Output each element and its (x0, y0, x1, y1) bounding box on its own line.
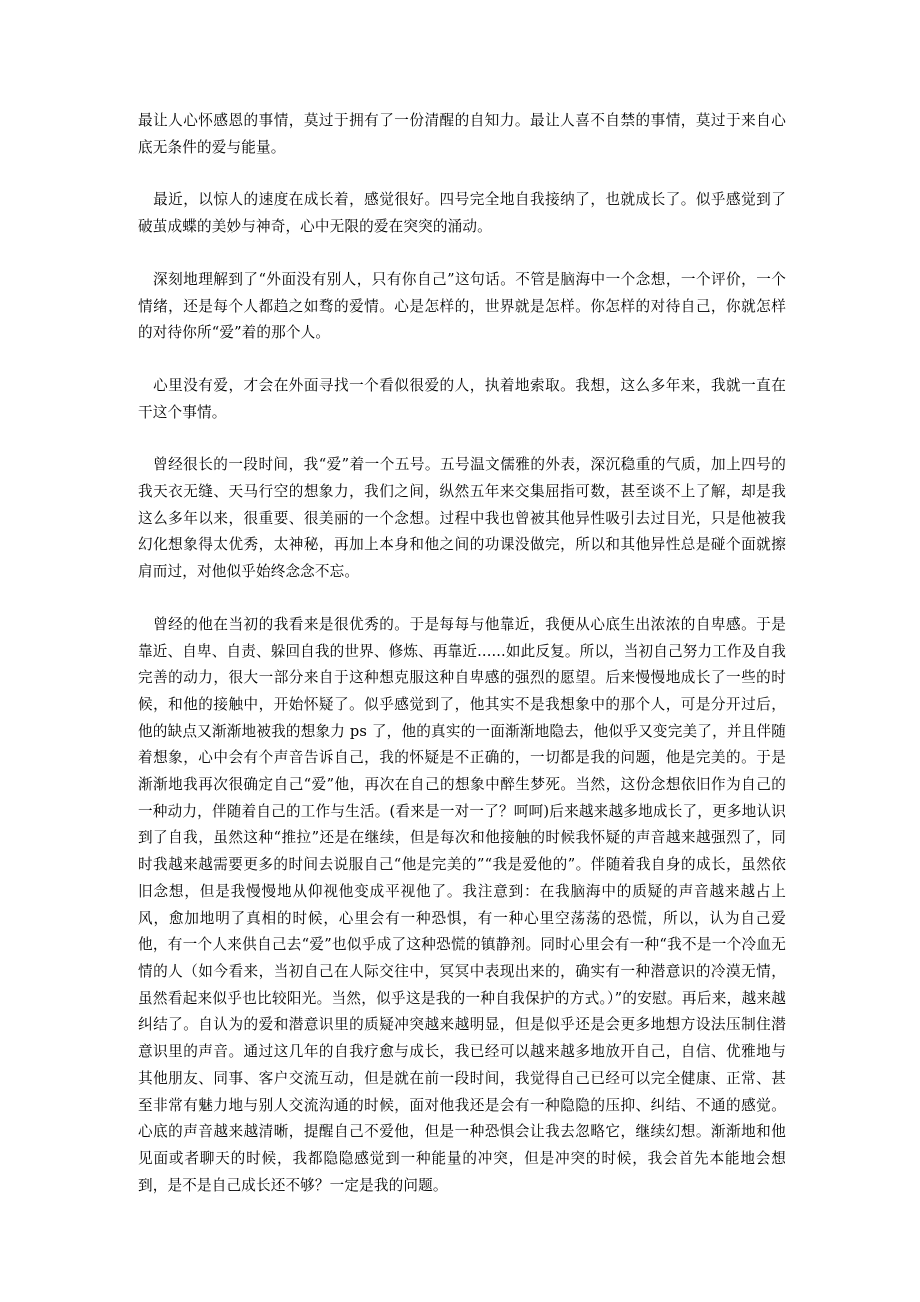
paragraph-no-others: 深刻地理解到了“外面没有别人，只有你自己”这句话。不管是脑海中一个念想，一个评价，一个情绪，还是每个人都趋之如骛的爱情。心是怎样的，世界就是怎样。你怎样的对待自己，你就怎样的对待你所“爱”着的那个人。 (138, 270, 786, 342)
paragraph-inner-conflict: 曾经的他在当初的我看来是很优秀的。于是每每与他靠近，我便从心底生出浓浓的自卑感。于是靠近、自卑、自责、躲回自我的世界、修炼、再靠近......如此反复。所以，当初自己努力工作及自我完善的动力，很大一部分来自于这种想克服这种自卑感的强烈的愿望。后来慢慢地成长了一些的时候，和他的接触中，开始怀疑了。似乎感觉到了，他其实不是我想象中的那个人，可是分开过后，他的缺点又渐渐地被我的想象力 ps 了，他的真实的一面渐渐地隐去，他似乎又变完美了，并且伴随着想象，心中会有个声音告诉自己，我的怀疑是不正确的，一切都是我的问题，他是完美的。于是渐渐地我再次很确定自己“爱”他，再次在自己的想象中醉生梦死。当然，这份念想依旧作为自己的一种动力，伴随着自己的工作与生活。(看来是一对一了？呵呵)后来越来越多地成长了，更多地认识到了自我，虽然这种“推拉”还是在继续，但是每次和他接触的时候我怀疑的声音越来越强烈了，同时我越来越需要更多的时间去说服自己“他是完美的”“我是爱他的”。伴随着我自身的成长，虽然依旧念想，但是我慢慢地从仰视他变成平视他了。我注意到：在我脑海中的质疑的声音越来越占上风，愈加地明了真相的时候，心里会有一种恐惧，有一种心里空荡荡的恐慌，所以，认为自己爱他，有一个人来供自己去“爱”也似乎成了这种恐慌的镇静剂。同时心里会有一种“我不是一个冷血无情的人（如今看来，当初自己在人际交往中，冥冥中表现出来的，确实有一种潜意识的冷漠无情，虽然看起来似乎也比较阳光。当然，似乎这是我的一种自我保护的方式。）”的安慰。再后来，越来越纠结了。自认为的爱和潜意识里的质疑冲突越来越明显，但是似乎还是会更多地想方设法压制住潜意识里的声音。通过这几年的自我疗愈与成长，我已经可以越来越多地放开自己，自信、优雅地与其他朋友、同事、客户交流互动，但是就在前一段时间，我觉得自己已经可以完全健康、正常、甚至非常有魅力地与别人交流沟通的时候，面对他我还是会有一种隐隐的压抑、纠结、不通的感觉。心底的声音越来越清晰，提醒自己不爱他，但是一种恐惧会让我去忽略它，继续幻想。渐渐地和他见面或者聊天的时候，我都隐隐感觉到一种能量的冲突，但是冲突的时候，我会首先本能地会想到，是不是自己成长还不够？一定是我的问题。 (138, 615, 786, 1194)
document-body (138, 108, 786, 1199)
paragraph-intro: 最让人心怀感恩的事情，莫过于拥有了一份清醒的自知力。最让人喜不自禁的事情，莫过于来自心底无条件的爱与能量。 (138, 112, 786, 156)
paragraph-seeking-love: 心里没有爱，才会在外面寻找一个看似很爱的人，执着地索取。我想，这么多年来，我就一直在干这个事情。 (138, 376, 786, 421)
paragraph-type-five: 曾经很长的一段时间，我“爱”着一个五号。五号温文儒雅的外表，深沉稳重的气质，加上四号的我天衣无缝、天马行空的想象力，我们之间，纵然五年来交集屈指可数，甚至谈不上了解，却是我这么多年以来，很重要、很美丽的一个念想。过程中我也曾被其他异性吸引去过目光，只是他被我幻化想象得太优秀，太神秘，再加上本身和他之间的功课没做完，所以和其他异性总是碰个面就擦肩而过，对他似乎始终念念不忘。 (138, 456, 786, 581)
paragraph-growth: 最近，以惊人的速度在成长着，感觉很好。四号完全地自我接纳了，也就成长了。似乎感觉到了破茧成蝶的美妙与神奇，心中无限的爱在突突的涌动。 (138, 191, 786, 236)
